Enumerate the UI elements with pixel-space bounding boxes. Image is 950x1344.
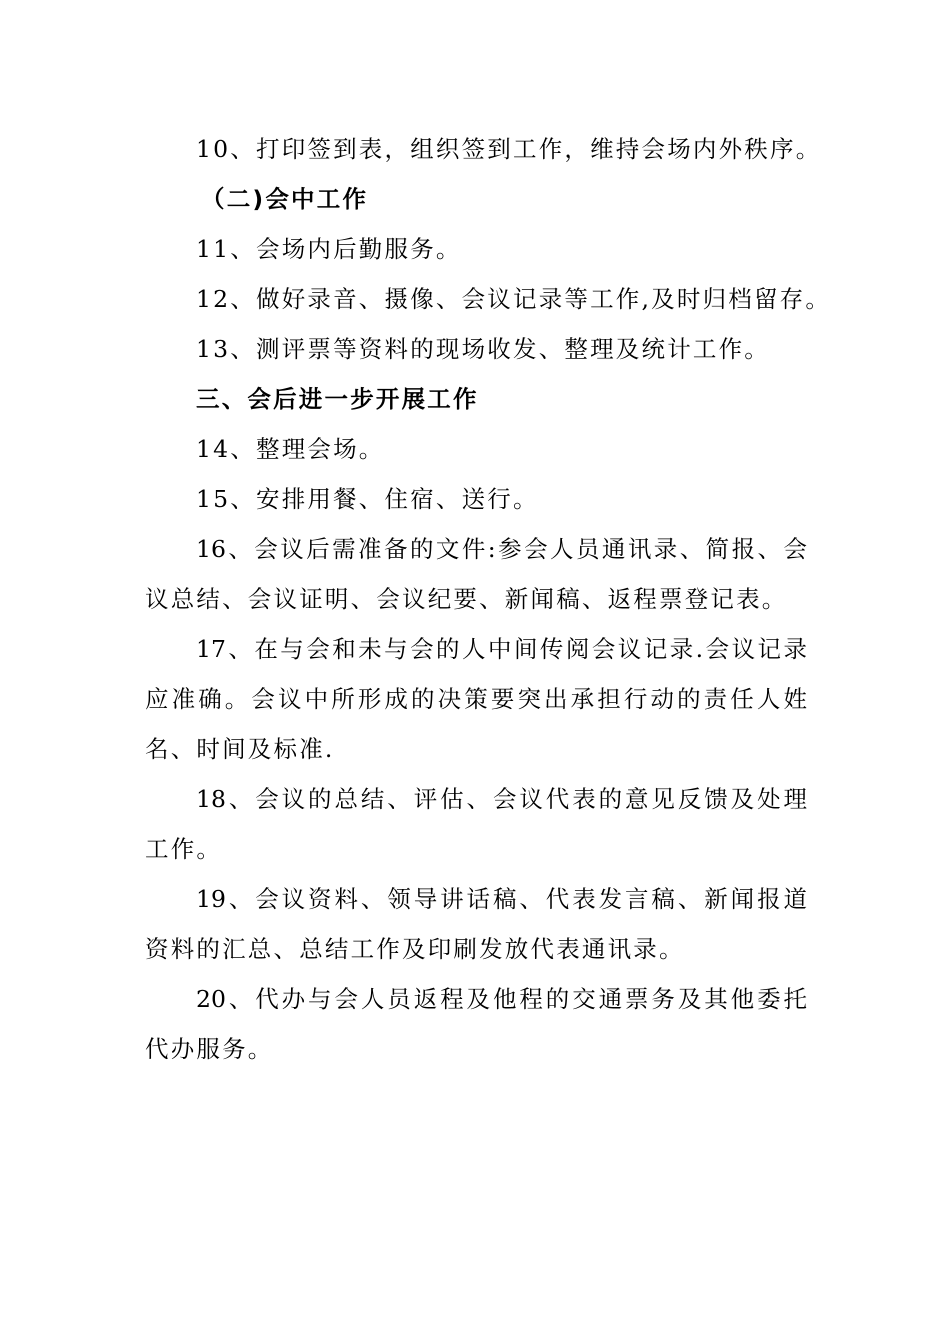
item-20-line-1: 20、代办与会人员返程及他程的交通票务及其他委托	[196, 985, 807, 1013]
item-19-line-1: 19、会议资料、领导讲话稿、代表发言稿、新闻报道	[196, 885, 807, 913]
item-18-line-2: 工作。	[145, 835, 223, 863]
item-17-line-3: 名、时间及标准.	[145, 735, 335, 763]
item-17-line-2: 应准确。会议中所形成的决策要突出承担行动的责任人姓	[145, 685, 807, 713]
item-12-line: 12、做好录音、摄像、会议记录等工作,及时归档留存。	[196, 285, 832, 313]
item-20-line-2: 代办服务。	[145, 1035, 274, 1063]
section-heading-during-meeting: （二)会中工作	[201, 185, 369, 213]
item-15-line: 15、安排用餐、住宿、送行。	[196, 485, 539, 513]
item-10-line: 10、打印签到表，组织签到工作，维持会场内外秩序。	[196, 135, 822, 163]
item-14-line: 14、整理会场。	[196, 435, 385, 463]
item-17-line-1: 17、在与会和未与会的人中间传阅会议记录.会议记录	[196, 635, 807, 663]
item-13-line: 13、测评票等资料的现场收发、整理及统计工作。	[196, 335, 771, 363]
item-16-line-1: 16、会议后需准备的文件:参会人员通讯录、简报、会	[196, 535, 807, 563]
item-11-line: 11、会场内后勤服务。	[196, 235, 462, 263]
item-16-line-2: 议总结、会议证明、会议纪要、新闻稿、返程票登记表。	[145, 585, 788, 613]
item-18-line-1: 18、会议的总结、评估、会议代表的意见反馈及处理	[196, 785, 807, 813]
section-heading-after-meeting: 三、会后进一步开展工作	[196, 385, 479, 413]
item-19-line-2: 资料的汇总、总结工作及印刷发放代表通讯录。	[145, 935, 685, 963]
document-body	[145, 124, 832, 1074]
